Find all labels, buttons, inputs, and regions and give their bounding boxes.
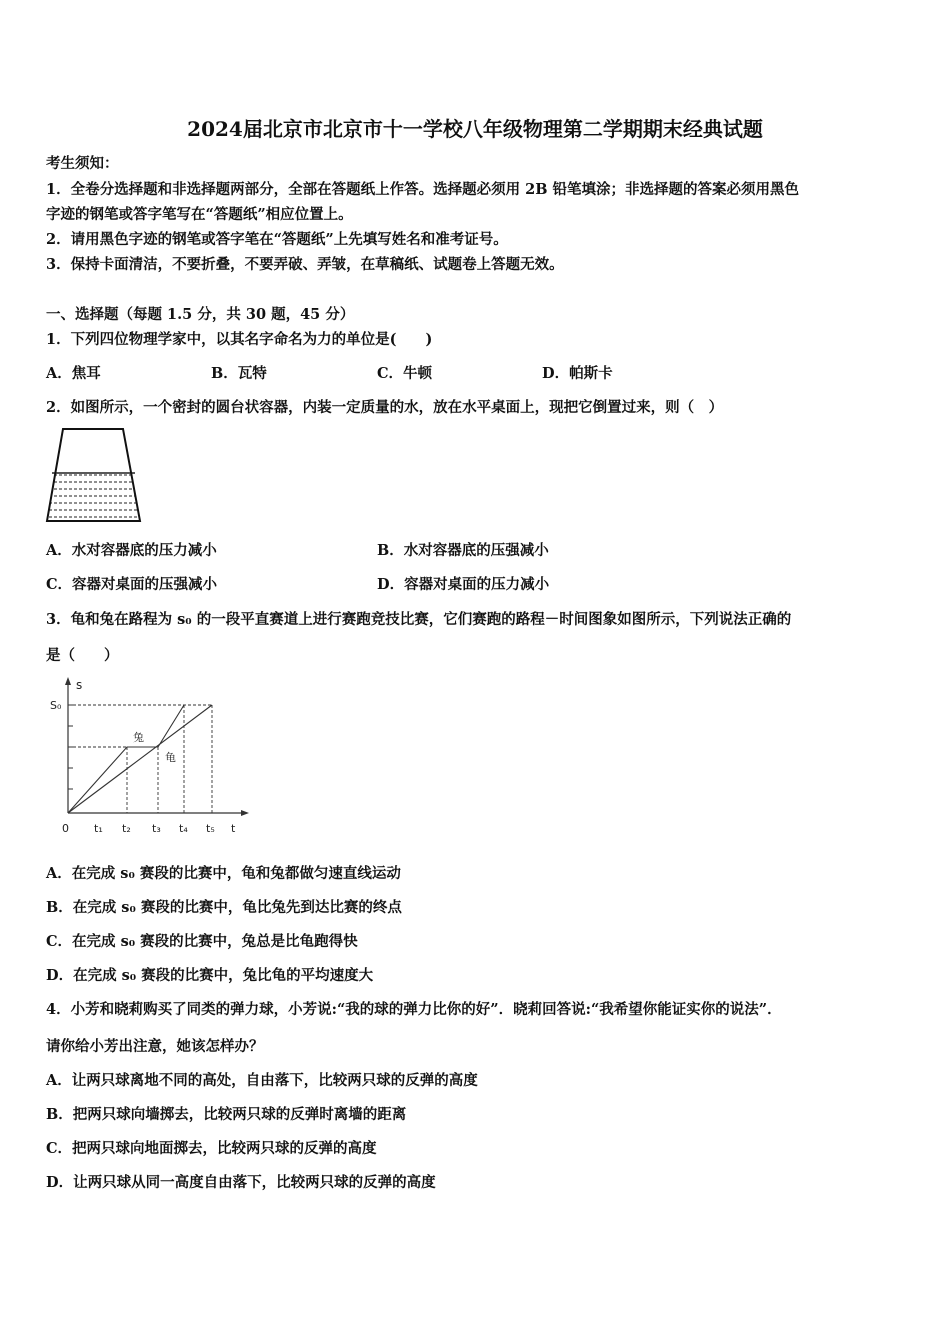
q2-option-d[interactable]: D．容器对桌面的压力减小	[377, 576, 550, 593]
notice-line-1-cont: 字迹的钢笔或答字笔写在“答题纸”相应位置上。	[46, 206, 353, 223]
q1-option-a[interactable]: A．焦耳	[46, 365, 101, 382]
x-axis-arrow	[241, 810, 249, 816]
q4-stem: 4．小芳和晓莉购买了同类的弹力球，小芳说:“我的球的弹力比你的好”．晓莉回答说:“我希望你能证实你的说法”．	[46, 1001, 782, 1018]
turtle-line	[68, 705, 212, 813]
q2-option-b[interactable]: B．水对容器底的压强减小	[377, 542, 549, 559]
page-title: 2024届北京市北京市十一学校八年级物理第二学期期末经典试题	[187, 117, 763, 141]
water-lines	[44, 475, 144, 517]
notice-line-1: 1．全卷分选择题和非选择题两部分，全部在答题纸上作答。选择题必须用 2B 铅笔填涂；非选择题的答案必须用黑色	[46, 181, 800, 198]
q4-stem-cont: 请你给小芳出注意，她该怎样办？	[46, 1038, 264, 1055]
section-heading: 一、选择题（每题 1.5 分，共 30 题，45 分）	[46, 306, 355, 323]
q3-option-d[interactable]: D．在完成 s₀ 赛段的比赛中，兔比龟的平均速度大	[46, 967, 374, 984]
q3-option-c[interactable]: C．在完成 s₀ 赛段的比赛中，兔总是比龟跑得快	[46, 933, 358, 950]
distance-time-graph	[44, 675, 254, 840]
q1-option-b[interactable]: B．瓦特	[211, 365, 267, 382]
q2-stem: 2．如图所示，一个密封的圆台状容器，内装一定质量的水，放在水平桌面上，现把它倒置过来，则（ ）	[46, 399, 724, 416]
notice-heading: 考生须知：	[46, 155, 119, 172]
y-axis-label: s	[76, 678, 83, 692]
tick-t5: t₅	[206, 822, 215, 835]
container-figure	[44, 425, 144, 525]
q1-option-c[interactable]: C．牛顿	[377, 365, 433, 382]
turtle-label: 龟	[165, 751, 176, 764]
q4-option-a[interactable]: A．让两只球离地不同的高处，自由落下，比较两只球的反弹的高度	[46, 1072, 478, 1089]
rabbit-label: 兔	[133, 731, 144, 744]
notice-line-2: 2．请用黑色字迹的钢笔或答字笔在“答题纸”上先填写姓名和准考证号。	[46, 231, 508, 248]
q2-option-c[interactable]: C．容器对桌面的压强减小	[46, 576, 218, 593]
q3-stem: 3．龟和兔在路程为 s₀ 的一段平直赛道上进行赛跑竞技比赛，它们赛跑的路程－时间图象如图所示，下列说法正确的	[46, 611, 792, 628]
origin-label: 0	[62, 822, 69, 835]
tick-t1: t₁	[94, 822, 103, 835]
y-axis-arrow	[65, 677, 71, 685]
tick-t4: t₄	[179, 822, 188, 835]
q1-option-d[interactable]: D．帕斯卡	[542, 365, 613, 382]
q3-option-a[interactable]: A．在完成 s₀ 赛段的比赛中，龟和兔都做匀速直线运动	[46, 865, 401, 882]
x-axis-label: t	[231, 822, 236, 835]
q3-stem-cont: 是（ ）	[46, 647, 119, 664]
s0-label: S₀	[50, 699, 62, 712]
tick-t2: t₂	[122, 822, 131, 835]
notice-line-3: 3．保持卡面清洁，不要折叠，不要弄破、弄皱，在草稿纸、试题卷上答题无效。	[46, 256, 564, 273]
q4-option-c[interactable]: C．把两只球向地面掷去，比较两只球的反弹的高度	[46, 1140, 377, 1157]
q4-option-d[interactable]: D．让两只球从同一高度自由落下，比较两只球的反弹的高度	[46, 1174, 436, 1191]
tick-t3: t₃	[152, 822, 161, 835]
q1-stem: 1．下列四位物理学家中，以其名字命名为力的单位是( )	[46, 331, 433, 348]
q2-option-a[interactable]: A．水对容器底的压力减小	[46, 542, 217, 559]
q4-option-b[interactable]: B．把两只球向墙掷去，比较两只球的反弹时离墙的距离	[46, 1106, 407, 1123]
q3-option-b[interactable]: B．在完成 s₀ 赛段的比赛中，龟比兔先到达比赛的终点	[46, 899, 402, 916]
